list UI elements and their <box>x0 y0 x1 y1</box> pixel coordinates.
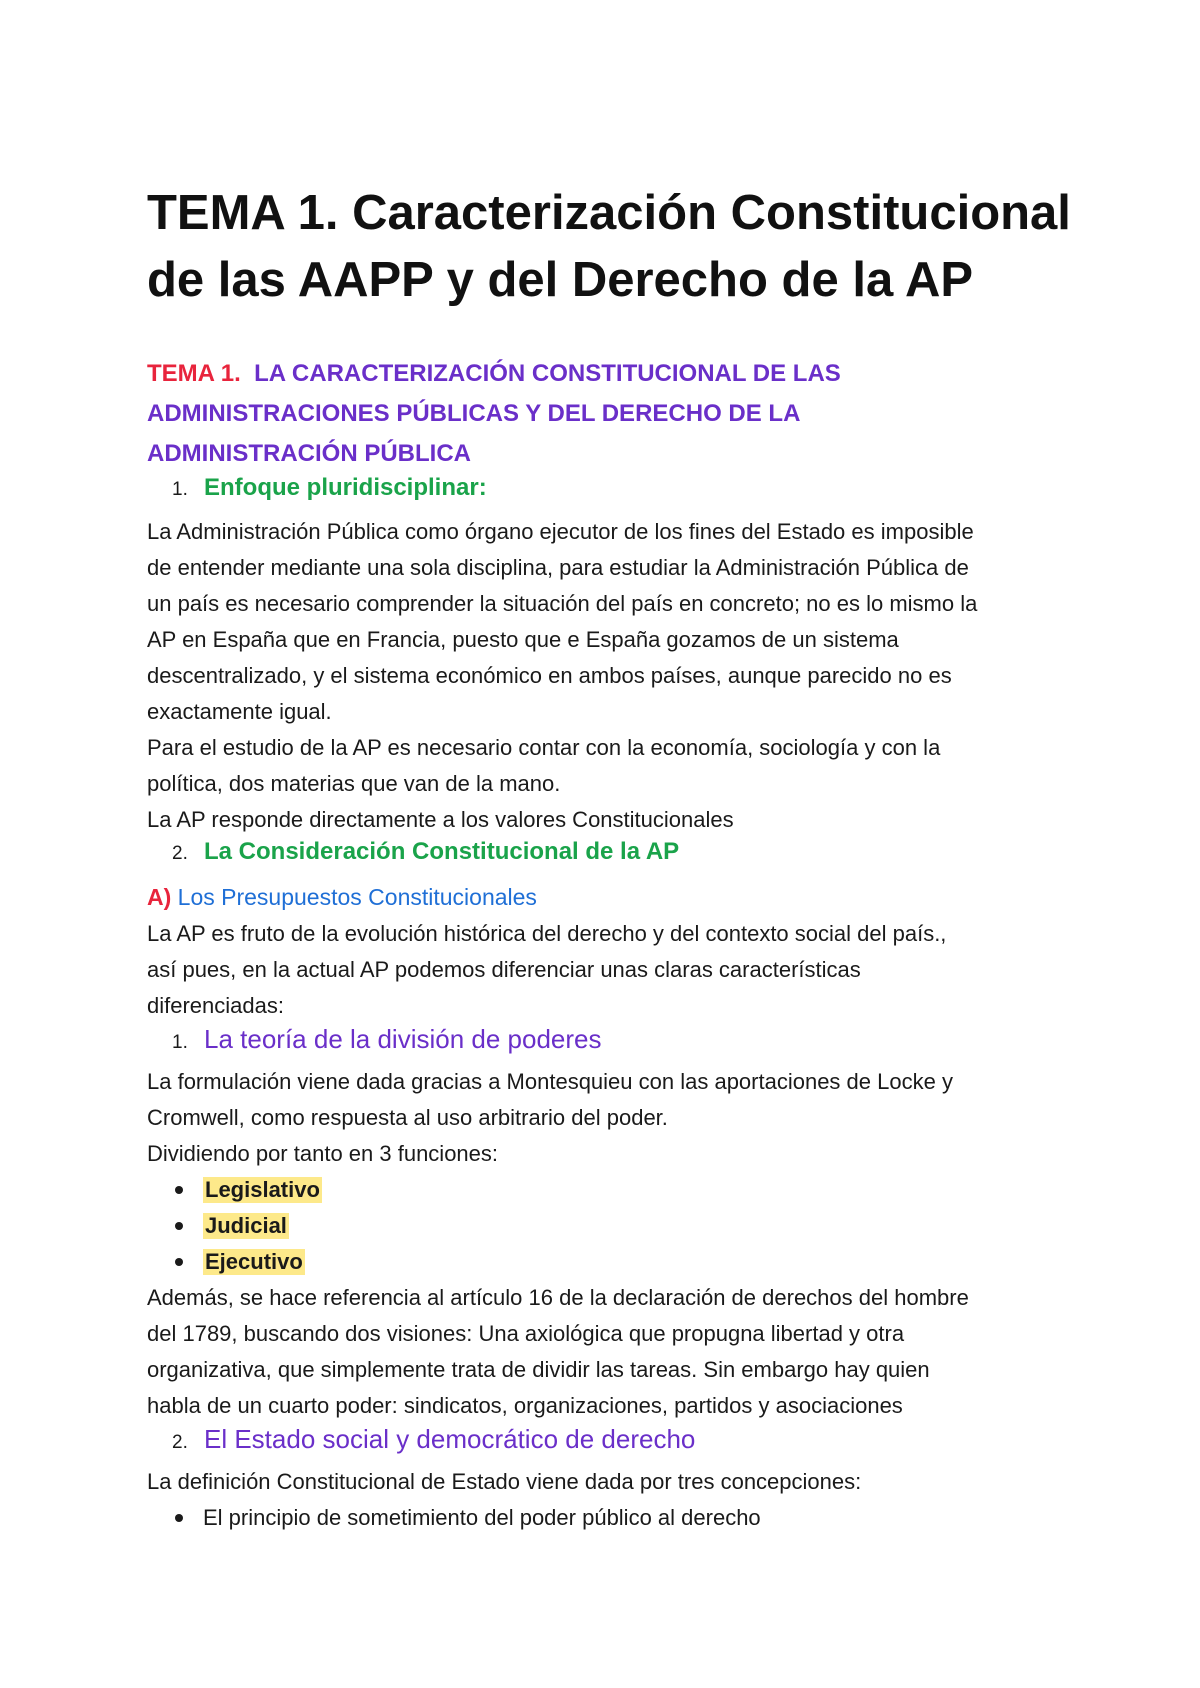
item-1-intro: Dividiendo por tanto en 3 funciones: <box>147 1141 499 1166</box>
tema-heading <box>147 354 1077 474</box>
bullet-icon <box>175 1514 183 1522</box>
item-2-number: 2. <box>172 1432 188 1453</box>
paragraph-line: descentralizado, y el sistema económico en ambos países, aunque parecido no es <box>147 663 952 688</box>
list-item <box>175 1172 1077 1208</box>
subsection-a-heading <box>147 878 1077 916</box>
highlighted-term: Legislativo <box>205 1177 320 1202</box>
paragraph-line: habla de un cuarto poder: sindicatos, organizaciones, partidos y asociaciones <box>147 1393 903 1418</box>
tema-label: TEMA 1. <box>147 360 241 387</box>
section-1-paragraph-1 <box>147 514 1077 730</box>
highlighted-term: Judicial <box>205 1213 287 1238</box>
paragraph-line: La Administración Pública como órgano ejecutor de los fines del Estado es imposible <box>147 519 974 544</box>
list-item <box>175 1208 1077 1244</box>
paragraph-line: un país es necesario comprender la situación del país en concreto; no es lo mismo la <box>147 591 978 616</box>
section-1-paragraph-2 <box>147 730 1077 802</box>
paragraph-line: política, dos materias que van de la mano. <box>147 771 561 796</box>
paragraph-line: exactamente igual. <box>147 699 332 724</box>
section-2-number: 2. <box>172 843 188 864</box>
bullet-icon <box>175 1186 183 1194</box>
section-1-heading <box>172 474 1077 514</box>
bullet-icon <box>175 1258 183 1266</box>
subsection-a-paragraph <box>147 916 1077 1024</box>
tema-heading-line-3: ADMINISTRACIÓN PÚBLICA <box>147 440 471 467</box>
item-2-title: El Estado social y democrático de derecho <box>204 1424 696 1454</box>
paragraph-line: Cromwell, como respuesta al uso arbitrario del poder. <box>147 1105 668 1130</box>
section-1-number: 1. <box>172 479 188 500</box>
tema-heading-line-1: LA CARACTERIZACIÓN CONSTITUCIONAL DE LAS <box>254 360 841 387</box>
section-1-title: Enfoque pluridisciplinar: <box>204 474 487 501</box>
paragraph-line: así pues, en la actual AP podemos diferenciar unas claras características <box>147 957 861 982</box>
bullet-icon <box>175 1222 183 1230</box>
item-1-paragraph-2 <box>147 1280 1077 1424</box>
paragraph-line: de entender mediante una sola disciplina, para estudiar la Administración Pública de <box>147 555 969 580</box>
paragraph-line: Además, se hace referencia al artículo 16 de la declaración de derechos del hombre <box>147 1285 969 1310</box>
paragraph-line: La formulación viene dada gracias a Montesquieu con las aportaciones de Locke y <box>147 1069 953 1094</box>
item-1-title: La teoría de la división de poderes <box>204 1024 602 1054</box>
paragraph-line: La AP es fruto de la evolución histórica del derecho y del contexto social del país., <box>147 921 947 946</box>
document-title <box>147 180 1077 314</box>
section-2-title: La Consideración Constitucional de la AP <box>204 838 680 865</box>
paragraph-line: Para el estudio de la AP es necesario contar con la economía, sociología y con la <box>147 735 941 760</box>
section-1-paragraph-3: La AP responde directamente a los valores Constitucionales <box>147 807 734 832</box>
paragraph-line: AP en España que en Francia, puesto que e España gozamos de un sistema <box>147 627 899 652</box>
powers-list <box>147 1172 1077 1280</box>
document-title-line-2: de las AAPP y del Derecho de la AP <box>147 253 974 307</box>
item-1-paragraph <box>147 1064 1077 1136</box>
tema-heading-line-2: ADMINISTRACIONES PÚBLICAS Y DEL DERECHO DE LA <box>147 400 801 427</box>
list-item-text: El principio de sometimiento del poder público al derecho <box>203 1505 761 1530</box>
document-page <box>147 180 1077 1536</box>
concepts-list <box>147 1500 1077 1536</box>
paragraph-line: del 1789, buscando dos visiones: Una axiológica que propugna libertad y otra <box>147 1321 905 1346</box>
item-2-paragraph: La definición Constitucional de Estado viene dada por tres concepciones: <box>147 1469 862 1494</box>
item-2-heading <box>172 1424 1077 1464</box>
item-1-number: 1. <box>172 1032 188 1053</box>
list-item <box>175 1500 1077 1536</box>
highlighted-term: Ejecutivo <box>205 1249 303 1274</box>
item-1-heading <box>172 1024 1077 1064</box>
document-title-line-1: TEMA 1. Caracterización Constitucional <box>147 186 1071 240</box>
section-2-heading <box>172 838 1077 878</box>
subsection-a-letter: A) <box>147 884 172 910</box>
subsection-a-title: Los Presupuestos Constitucionales <box>177 884 537 910</box>
paragraph-line: diferenciadas: <box>147 993 284 1018</box>
list-item <box>175 1244 1077 1280</box>
paragraph-line: organizativa, que simplemente trata de dividir las tareas. Sin embargo hay quien <box>147 1357 930 1382</box>
